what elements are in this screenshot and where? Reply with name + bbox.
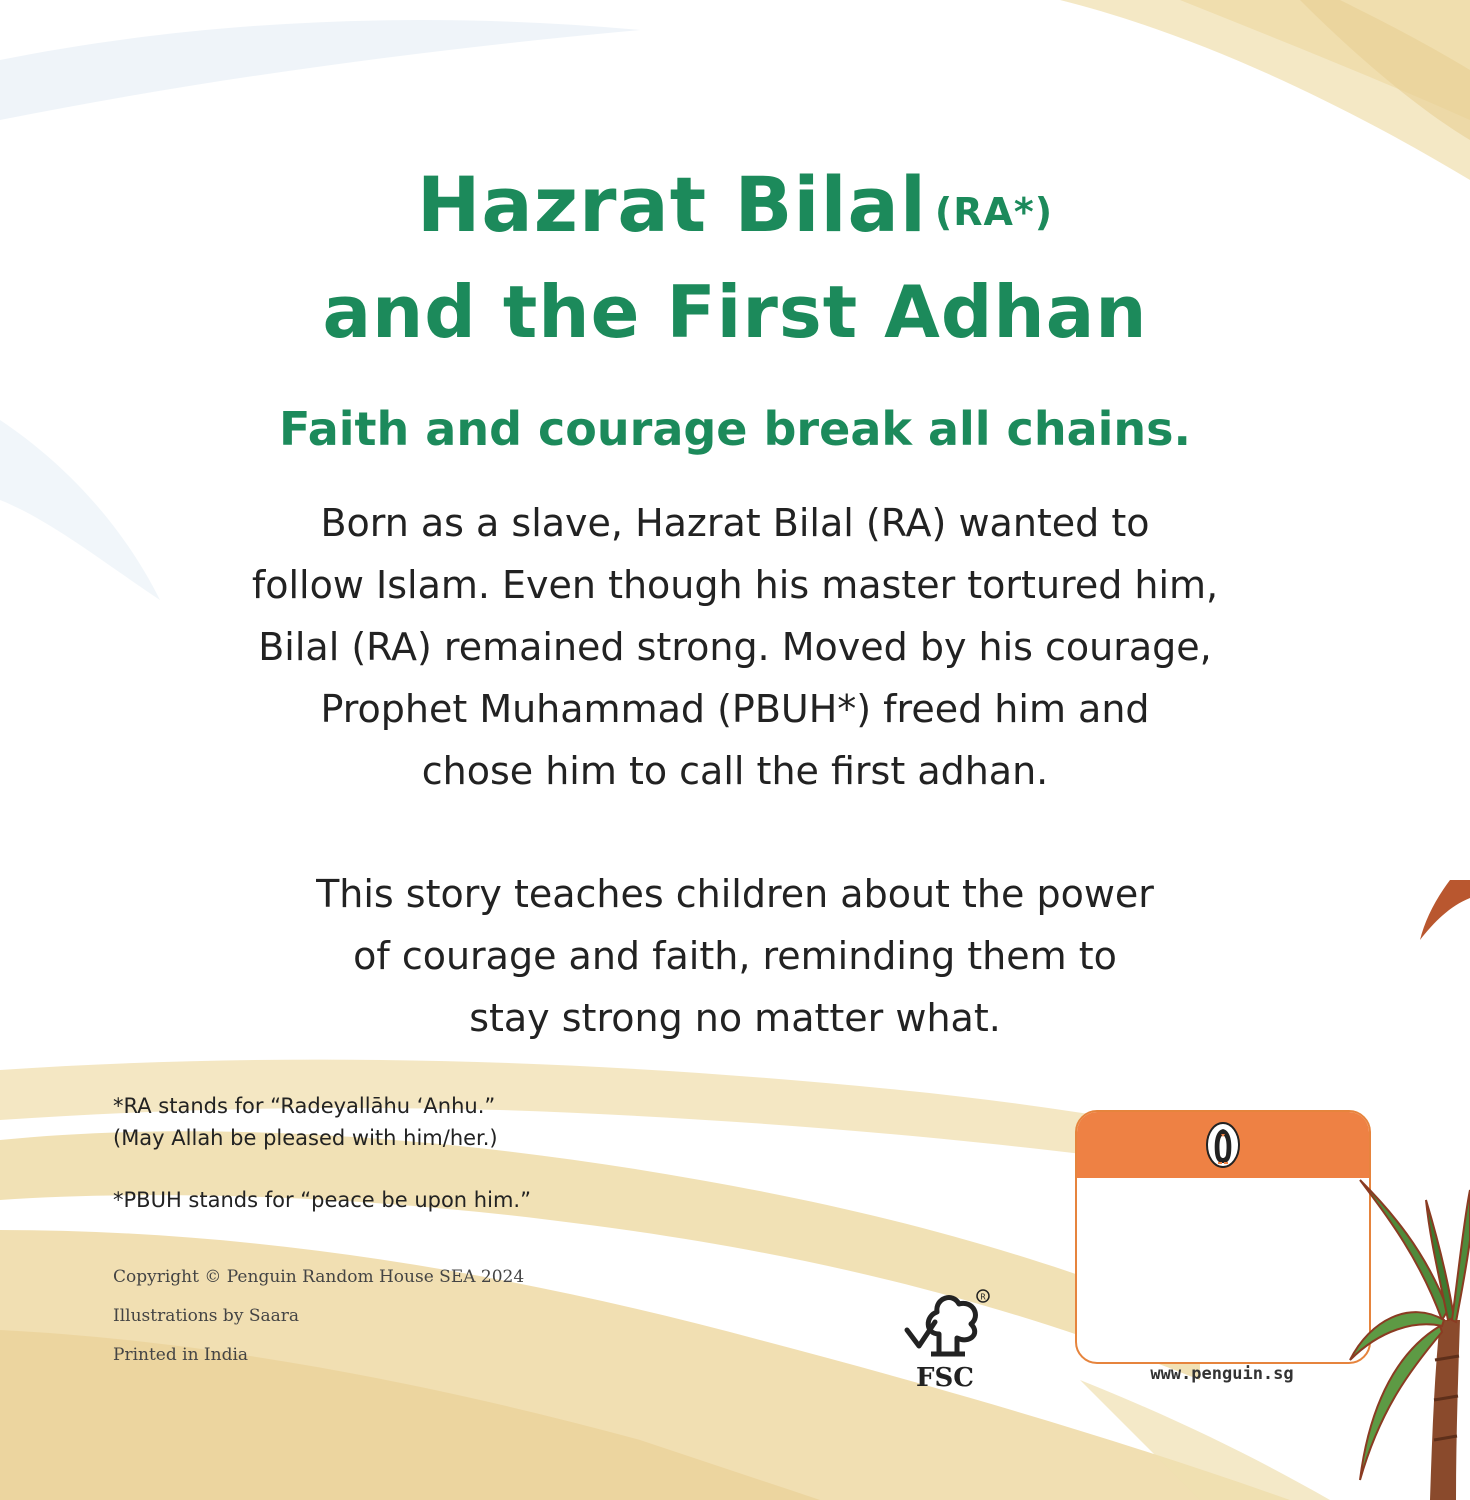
footnote-pbuh: *PBUH stands for “peace be upon him.” xyxy=(113,1188,531,1212)
copyright-text: Copyright © Penguin Random House SEA 2024 xyxy=(113,1267,525,1287)
paragraph-line: chose him to call the first adhan. xyxy=(421,749,1049,793)
penguin-logo-icon xyxy=(1205,1121,1241,1169)
paragraph-line: Born as a slave, Hazrat Bilal (RA) wanted to xyxy=(320,501,1150,545)
badge-orange-band xyxy=(1077,1112,1369,1178)
description-paragraph-1 xyxy=(135,492,1335,802)
publisher-url: www.penguin.sg xyxy=(1150,1364,1294,1384)
paragraph-line: Prophet Muhammad (PBUH*) freed him and xyxy=(320,687,1150,731)
book-title-suffix: (RA*) xyxy=(934,190,1054,234)
paragraph-line: stay strong no matter what. xyxy=(469,996,1001,1040)
paragraph-line: follow Islam. Even though his master tortured him, xyxy=(251,563,1219,607)
footnote-ra-meaning: (May Allah be pleased with him/her.) xyxy=(113,1126,498,1150)
fsc-label: FSC xyxy=(916,1363,974,1392)
book-title-line-1 xyxy=(0,160,1470,249)
credits xyxy=(113,1258,524,1375)
illustrator-credit: Illustrations by Saara xyxy=(113,1306,300,1326)
barcode-badge xyxy=(1075,1110,1371,1364)
book-title-main: Hazrat Bilal xyxy=(416,160,927,249)
footnote-ra: *RA stands for “Radeyallāhu ‘Anhu.” xyxy=(113,1094,496,1118)
footnotes xyxy=(113,1090,531,1216)
fsc-logo-icon xyxy=(895,1282,995,1392)
printed-in-text: Printed in India xyxy=(113,1345,249,1365)
plant-illustration xyxy=(1330,880,1470,1500)
tagline: Faith and courage break all chains. xyxy=(279,402,1191,456)
paragraph-line: Bilal (RA) remained strong. Moved by his courage, xyxy=(258,625,1212,669)
paragraph-line: of courage and faith, reminding them to xyxy=(353,934,1117,978)
book-title-line-2: and the First Adhan xyxy=(322,270,1148,354)
description-paragraph-2 xyxy=(135,863,1335,1049)
paragraph-line: This story teaches children about the power xyxy=(316,872,1154,916)
svg-text:R: R xyxy=(980,1292,986,1302)
